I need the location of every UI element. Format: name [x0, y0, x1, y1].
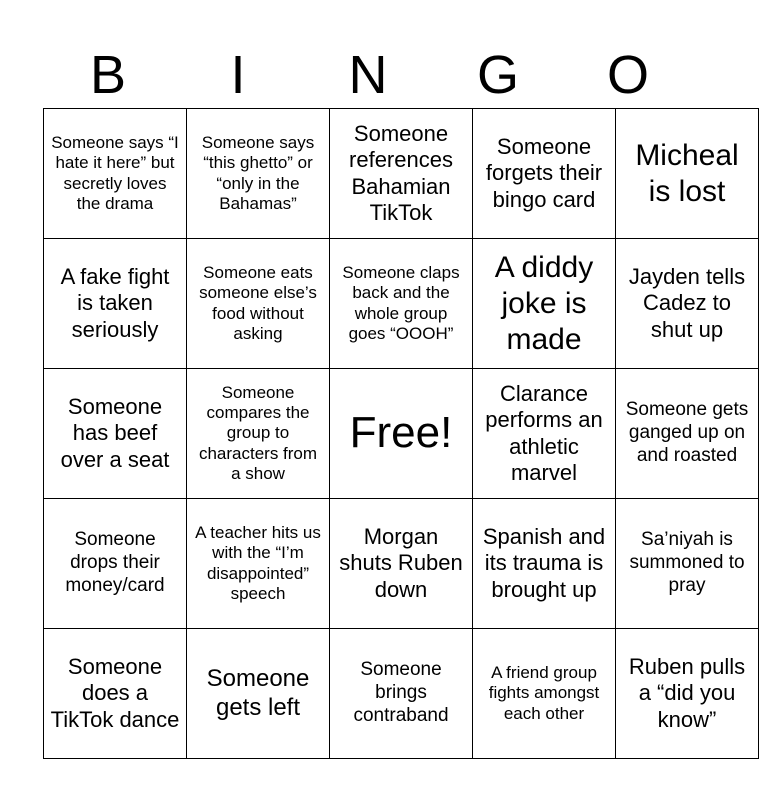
- header-letter-b: B: [89, 45, 127, 105]
- bingo-cell[interactable]: A teacher hits us with the “I’m disappointed” speech: [187, 499, 330, 629]
- bingo-cell[interactable]: Jayden tells Cadez to shut up: [616, 239, 759, 369]
- board-row: [44, 499, 759, 629]
- header-letter-n: N: [348, 45, 388, 105]
- bingo-cell[interactable]: Someone gets left: [187, 629, 330, 759]
- bingo-cell[interactable]: A friend group fights amongst each other: [473, 629, 616, 759]
- bingo-cell[interactable]: Clarance performs an athletic marvel: [473, 369, 616, 499]
- bingo-cell[interactable]: Someone drops their money/card: [44, 499, 187, 629]
- header-letter-i: I: [230, 45, 246, 105]
- bingo-cell[interactable]: A diddy joke is made: [473, 239, 616, 369]
- bingo-cell[interactable]: Micheal is lost: [616, 109, 759, 239]
- bingo-board: [43, 108, 759, 759]
- bingo-cell[interactable]: Someone gets ganged up on and roasted: [616, 369, 759, 499]
- bingo-cell[interactable]: Morgan shuts Ruben down: [330, 499, 473, 629]
- bingo-cell[interactable]: Someone eats someone else’s food without asking: [187, 239, 330, 369]
- bingo-cell[interactable]: Sa’niyah is summoned to pray: [616, 499, 759, 629]
- board-row: [44, 369, 759, 499]
- bingo-cell[interactable]: Spanish and its trauma is brought up: [473, 499, 616, 629]
- bingo-cell[interactable]: Someone brings contraband: [330, 629, 473, 759]
- bingo-cell[interactable]: Someone forgets their bingo card: [473, 109, 616, 239]
- board-row: [44, 629, 759, 759]
- bingo-cell[interactable]: Someone says “this ghetto” or “only in the Bahamas”: [187, 109, 330, 239]
- bingo-cell[interactable]: Someone claps back and the whole group goes “OOOH”: [330, 239, 473, 369]
- bingo-cell[interactable]: Someone says “I hate it here” but secretly loves the drama: [44, 109, 187, 239]
- header-letter-o: O: [606, 45, 649, 105]
- bingo-cell[interactable]: Someone compares the group to characters from a show: [187, 369, 330, 499]
- bingo-cell[interactable]: A fake fight is taken seriously: [44, 239, 187, 369]
- bingo-cell[interactable]: Ruben pulls a “did you know”: [616, 629, 759, 759]
- header-letter-g: G: [476, 45, 519, 105]
- board-row: [44, 109, 759, 239]
- bingo-cell[interactable]: Someone does a TikTok dance: [44, 629, 187, 759]
- board-row: [44, 239, 759, 369]
- free-space-cell[interactable]: Free!: [330, 369, 473, 499]
- bingo-header: [43, 42, 693, 108]
- bingo-cell[interactable]: Someone has beef over a seat: [44, 369, 187, 499]
- bingo-cell[interactable]: Someone references Bahamian TikTok: [330, 109, 473, 239]
